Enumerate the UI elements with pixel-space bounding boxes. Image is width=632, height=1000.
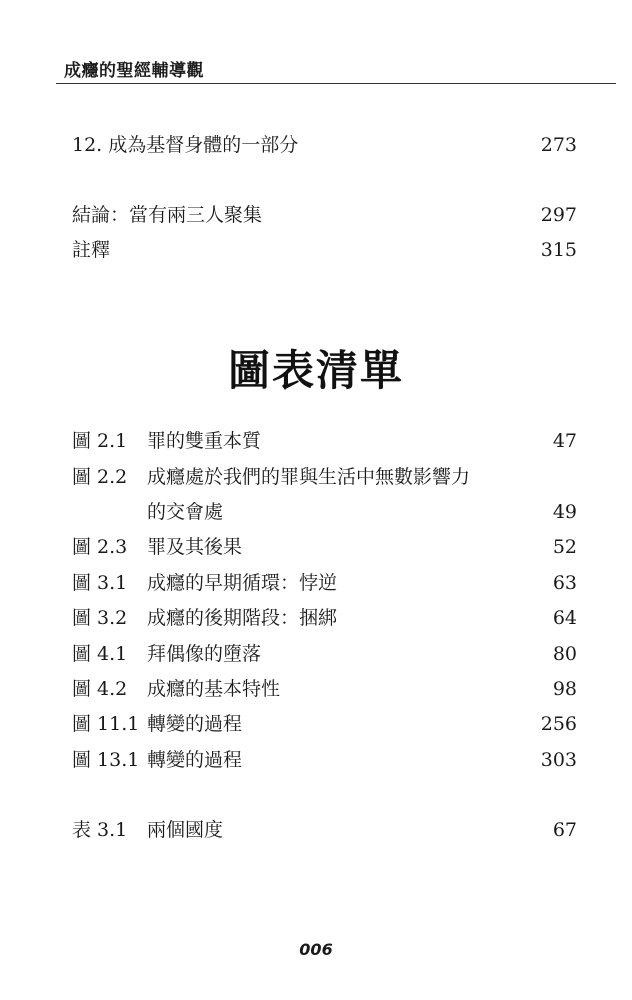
toc-entry-label: 12. 成為基督身體的一部分 xyxy=(72,134,299,156)
table-title: 兩個國度 xyxy=(147,819,224,841)
figure-entry xyxy=(72,639,577,669)
figure-page: 256 xyxy=(540,713,577,735)
figure-number: 圖 13.1 xyxy=(72,749,140,771)
toc-entry xyxy=(72,235,577,265)
toc-entry xyxy=(72,130,577,160)
figure-title: 罪及其後果 xyxy=(147,536,243,558)
figure-page: 63 xyxy=(552,572,577,594)
figure-page: 49 xyxy=(552,501,577,523)
figure-title: 成癮處於我們的罪與生活中無數影響力 xyxy=(147,466,471,488)
figure-number: 圖 3.1 xyxy=(72,572,128,594)
figure-title: 轉變的過程 xyxy=(147,713,243,735)
figure-entry xyxy=(72,603,577,633)
toc-entry-label: 結論：當有兩三人聚集 xyxy=(72,204,263,226)
figure-entry xyxy=(72,709,577,739)
figure-entry-continued xyxy=(72,497,577,527)
header-rule xyxy=(56,83,616,84)
figure-number: 圖 2.1 xyxy=(72,430,128,452)
figure-page: 303 xyxy=(540,749,577,771)
figure-number: 圖 11.1 xyxy=(72,713,140,735)
running-head: 成癮的聖經輔導觀 xyxy=(64,61,204,81)
figure-number: 圖 2.2 xyxy=(72,466,128,488)
figure-entry xyxy=(72,674,577,704)
figure-entry xyxy=(72,426,577,456)
toc-entry xyxy=(72,200,577,230)
page-number: 006 xyxy=(299,940,333,959)
figure-title: 的交會處 xyxy=(147,501,224,523)
figure-page: 47 xyxy=(552,430,577,452)
table-page: 67 xyxy=(552,819,577,841)
table-entry xyxy=(72,815,577,845)
toc-entry-page: 273 xyxy=(540,134,577,156)
figure-entry xyxy=(72,532,577,562)
figure-entry xyxy=(72,568,577,598)
figure-entry xyxy=(72,462,577,492)
figure-number: 圖 2.3 xyxy=(72,536,128,558)
figure-title: 成癮的後期階段：捆綁 xyxy=(147,607,338,629)
figure-page: 64 xyxy=(552,607,577,629)
figure-page: 52 xyxy=(552,536,577,558)
figure-number: 圖 4.1 xyxy=(72,643,128,665)
figure-title: 轉變的過程 xyxy=(147,749,243,771)
figure-title: 成癮的基本特性 xyxy=(147,678,281,700)
figure-title: 罪的雙重本質 xyxy=(147,430,262,452)
figure-title: 拜偶像的墮落 xyxy=(147,643,262,665)
table-number: 表 3.1 xyxy=(72,819,128,841)
section-title: 圖表清單 xyxy=(227,346,404,395)
figure-entry xyxy=(72,745,577,775)
figure-number: 圖 3.2 xyxy=(72,607,128,629)
toc-entry-page: 297 xyxy=(540,204,577,226)
figure-title: 成癮的早期循環：悖逆 xyxy=(147,572,338,594)
toc-entry-label: 註釋 xyxy=(72,239,111,261)
figure-page: 98 xyxy=(552,678,577,700)
figure-number: 圖 4.2 xyxy=(72,678,128,700)
figure-page: 80 xyxy=(552,643,577,665)
toc-entry-page: 315 xyxy=(540,239,577,261)
